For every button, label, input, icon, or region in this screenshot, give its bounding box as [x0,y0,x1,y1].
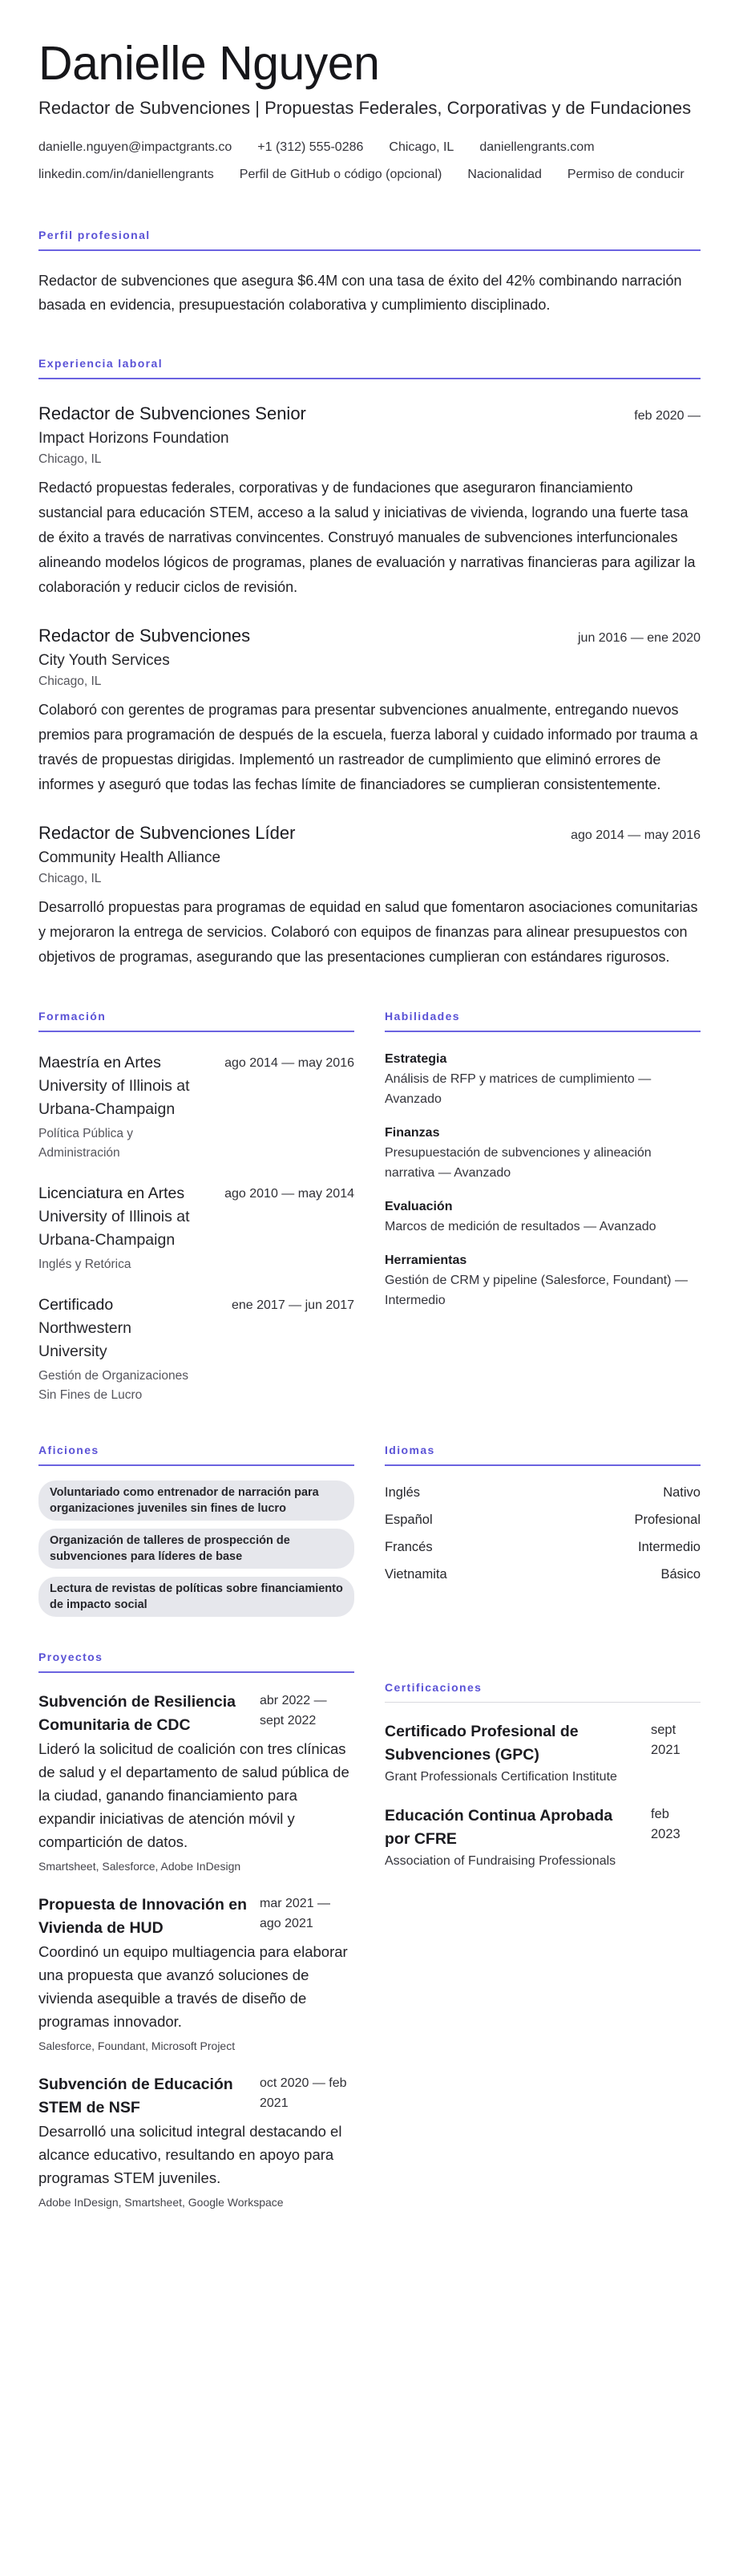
hobbies-section [38,1442,354,1625]
skills-list [385,1050,701,1310]
job-location: Chicago, IL [38,452,102,466]
education-dates: ago 2014 — may 2016 [224,1056,354,1070]
section-divider [38,1464,354,1466]
education-entry [38,1051,354,1163]
section-title-skills: Habilidades [385,1010,460,1023]
section-title-education: Formación [38,1010,107,1023]
contact-phone[interactable]: +1 (312) 555-0286 [257,140,364,154]
projects-section [38,1649,354,2212]
skill-description: Presupuestación de subvenciones y alineación narrativa — Avanzado [385,1146,652,1180]
hobby-chip: Voluntariado como entrenador de narración para organizaciones juveniles sin fines de lucro [38,1480,354,1521]
skills-section [385,1008,701,1405]
skill-category: Evaluación [385,1200,453,1213]
section-divider [38,1671,354,1673]
certification-date: sept 2021 [651,1723,680,1757]
hobby-chip-list [38,1480,354,1617]
education-entry [38,1182,354,1274]
contact-nationality: Nacionalidad [467,168,542,181]
language-name: Vietnamita [385,1567,447,1582]
skill-entry [385,1050,701,1109]
language-level: Básico [660,1567,701,1582]
project-title: Propuesta de Innovación en Vivienda de HUD [38,1896,248,1937]
certification-issuer: Grant Professionals Certification Institute [385,1770,617,1784]
project-entry [38,1894,354,2056]
language-row [385,1561,701,1588]
job-description: Redactó propuestas federales, corporativas y de fundaciones que aseguraron financiamiento sustancial para educación STEM, acceso a la salud y iniciativas de vivienda, logrando una fuerte tasa de éxito a través de narrativas convincentes. Construyó manuales de subvenciones interfuncionales alineando modelos lógicos de programas, planes de evaluación y narrativas financieras para agilizar la colaboración y reducir ciclos de revisión. [38,480,696,595]
education-section [38,1008,354,1405]
language-row [385,1533,701,1561]
contact-linkedin[interactable]: linkedin.com/in/daniellengrants [38,168,214,181]
education-school: University of Illinois at Urbana-Champaign [38,1208,190,1249]
job-description: Colaboró con gerentes de programas para presentar subvenciones anualmente, entregando nuevos premios para programación de después de la escuela, fuerza laboral y cuidado informado por trauma a través de propuestas dirigidas. Implementó un rastreador de cumplimiento que eliminó errores de informes y aseguró que todas las fechas límite de financiadores se cumplieran consistentemente. [38,702,698,792]
languages-section [385,1442,701,1625]
skill-description: Marcos de medición de resultados — Avanzado [385,1220,656,1233]
skill-category: Herramientas [385,1254,467,1267]
section-divider [38,1031,354,1032]
education-degree: Certificado [38,1296,114,1314]
skill-description: Análisis de RFP y matrices de cumplimiento — Avanzado [385,1072,652,1106]
language-level: Intermedio [638,1540,701,1554]
contact-location: Chicago, IL [389,140,454,154]
project-tools: Adobe InDesign, Smartsheet, Google Workspace [38,2196,284,2209]
education-entry [38,1294,354,1405]
education-field: Gestión de Organizaciones Sin Fines de Lucro [38,1369,188,1402]
project-dates: oct 2020 — feb 2021 [260,2076,347,2110]
job-entry [38,402,701,600]
project-description: Coordinó un equipo multiagencia para elaborar una propuesta que avanzó soluciones de vivienda asequible a través de diseño de programas innovador. [38,1943,348,2030]
language-list [385,1479,701,1588]
language-name: Español [385,1513,433,1527]
job-entry [38,821,701,970]
skill-description: Gestión de CRM y pipeline (Salesforce, Foundant) — Intermedio [385,1274,688,1307]
certification-title: Educación Continua Aprobada por CFRE [385,1807,613,1848]
language-row [385,1506,701,1533]
education-dates: ago 2010 — may 2014 [224,1187,354,1201]
certification-issuer: Association of Fundraising Professionals [385,1854,616,1868]
certifications-section [385,1649,701,2212]
education-field: Inglés y Retórica [38,1258,131,1271]
contact-github[interactable]: Perfil de GitHub o código (opcional) [239,168,442,181]
language-name: Francés [385,1540,433,1554]
hobby-chip: Organización de talleres de prospección de subvenciones para líderes de base [38,1529,354,1569]
certification-entry [385,1804,701,1871]
education-school: University of Illinois at Urbana-Champaign [38,1077,190,1118]
job-entry [38,624,701,797]
skill-category: Estrategia [385,1052,447,1066]
skill-entry [385,1124,701,1183]
project-title: Subvención de Resiliencia Comunitaria de CDC [38,1693,236,1734]
section-title-certifications: Certificaciones [385,1681,483,1694]
skill-entry [385,1197,701,1237]
job-title: Redactor de Subvenciones [38,626,251,646]
job-organization: City Youth Services [38,652,170,669]
section-divider [385,1031,701,1032]
section-title-projects: Proyectos [38,1651,103,1663]
contact-website[interactable]: daniellengrants.com [479,140,595,154]
project-tools: Salesforce, Foundant, Microsoft Project [38,2039,236,2052]
job-dates: jun 2016 — ene 2020 [577,631,701,645]
education-degree: Licenciatura en Artes [38,1185,185,1202]
contact-email[interactable]: danielle.nguyen@impactgrants.co [38,140,232,154]
contact-list [38,134,701,188]
section-divider [385,1702,701,1703]
section-title-languages: Idiomas [385,1444,435,1456]
summary-section [38,227,701,317]
job-organization: Community Health Alliance [38,849,221,866]
certification-entry [385,1720,701,1787]
project-title: Subvención de Educación STEM de NSF [38,2076,233,2116]
job-dates: feb 2020 — [634,409,701,423]
education-field: Política Pública y Administración [38,1127,134,1160]
language-name: Inglés [385,1485,421,1500]
candidate-headline: Redactor de Subvenciones | Propuestas Federales, Corporativas y de Fundaciones [38,98,692,118]
section-title-summary: Perfil profesional [38,229,151,241]
education-degree: Maestría en Artes [38,1054,161,1071]
section-divider [38,249,701,251]
resume-header [38,35,701,188]
hobby-chip: Lectura de revistas de políticas sobre financiamiento de impacto social [38,1577,354,1617]
job-title: Redactor de Subvenciones Líder [38,823,296,843]
project-entry [38,2073,354,2212]
job-dates: ago 2014 — may 2016 [571,828,701,842]
project-description: Lideró la solicitud de coalición con tres clínicas de salud y el departamento de salud pública de la ciudad, ganando financiamiento para expandir iniciativas de atención móvil y compartición de datos. [38,1740,349,1850]
project-dates: abr 2022 — sept 2022 [260,1694,327,1727]
section-divider [38,378,701,379]
education-dates: ene 2017 — jun 2017 [231,1298,354,1312]
project-entry [38,1691,354,1876]
section-divider [385,1464,701,1466]
skill-entry [385,1251,701,1310]
job-title: Redactor de Subvenciones Senior [38,403,306,423]
skill-category: Finanzas [385,1126,440,1140]
job-location: Chicago, IL [38,674,102,688]
job-organization: Impact Horizons Foundation [38,430,229,447]
contact-driving-license: Permiso de conducir [567,168,684,181]
experience-section [38,355,701,970]
summary-text: Redactor de subvenciones que asegura $6.4M con una tasa de éxito del 42% combinando narración basada en evidencia, presupuestación colaborativa y cumplimiento disciplinado. [38,273,682,313]
hobbies-languages-row [38,1442,701,1625]
section-title-experience: Experiencia laboral [38,357,163,370]
job-description: Desarrolló propuestas para programas de equidad en salud que fomentaron asociaciones comunitarias y mejoraron la entrega de servicios. Colaboró con equipos de finanzas para alinear presupuestos con objetivos de programas, asegurando que las presentaciones cumplieran con estándares rigurosos. [38,899,698,965]
education-skills-row [38,1008,701,1405]
education-school: Northwestern University [38,1319,131,1360]
section-title-hobbies: Aficiones [38,1444,99,1456]
language-row [385,1479,701,1506]
certification-title: Certificado Profesional de Subvenciones (GPC) [385,1723,579,1764]
project-tools: Smartsheet, Salesforce, Adobe InDesign [38,1860,241,1873]
language-level: Profesional [634,1513,701,1527]
language-level: Nativo [663,1485,701,1500]
project-description: Desarrolló una solicitud integral destacando el alcance educativo, resultando en apoyo para programas STEM juveniles. [38,2123,342,2186]
candidate-name: Danielle Nguyen [38,37,380,90]
projects-certifications-row [38,1649,701,2212]
certification-date: feb 2023 [651,1807,680,1841]
job-location: Chicago, IL [38,872,102,885]
project-dates: mar 2021 — ago 2021 [260,1897,331,1930]
